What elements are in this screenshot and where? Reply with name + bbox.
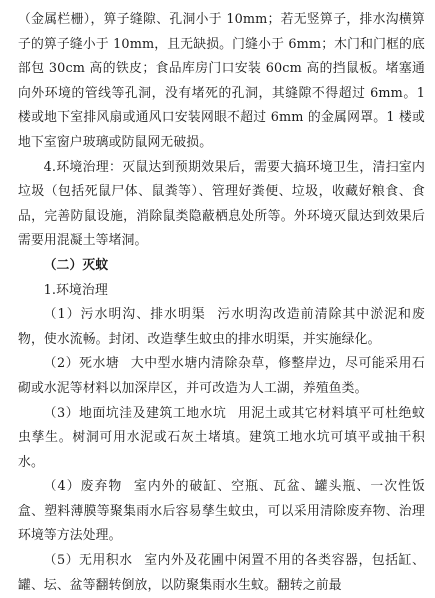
item-text: 大中型水塘内清除杂草，修整岸边，尽可能采用石砌或水泥等材料以加深岸区，并可改造为人工湖，养殖鱼类。 (18, 356, 425, 396)
list-item (18, 475, 425, 549)
item-text: 污水明沟改造前清除其中淤泥和废物，使水流畅。封闭、改造孳生蚊虫的排水明渠，并实施绿化。 (18, 307, 425, 347)
paragraph-rat-proofing: （金属栏栅），箅子缝隙、孔洞小于 10mm；若无竖箅子，排水沟横箅子的箅子缝小于 10mm，且无缺损。门缝小于 6mm；木门和门框的底部包 30cm 高的铁皮；食品库房门口安装 60cm 高的挡鼠板。堵塞通向外环境的管线等孔洞，没有堵死的孔洞，其缝隙不得超过 6mm。1 楼或地下室排风扇或通风口安装网眼不超过 6mm 的金属网罩。1 楼或地下室窗户玻璃或防鼠网无破损。 (18, 12, 425, 150)
subheading-environment: 1.环境治理 (43, 282, 108, 298)
item-term: （2）死水塘 (43, 356, 120, 372)
list-item (18, 352, 425, 401)
item-text: 室内外的破缸、空瓶、瓦盆、罐头瓶、一次性饭盒、塑料薄膜等聚集雨水后容易孳生蚊虫，可以采用清除废弃物、治理环境等方法处理。 (18, 479, 425, 544)
list-item (18, 303, 425, 352)
item-term: （3）地面坑洼及建筑工地水坑 (43, 405, 227, 421)
list-item (18, 402, 425, 476)
item-text: 室内外及花圃中闲置不用的各类容器，包括缸、罐、坛、盆等翻转倒放，以防聚集雨水生蚊。翻转之前最 (18, 553, 425, 593)
item-term: （1）污水明沟、排水明渠 (43, 307, 206, 323)
item-text: 用泥土或其它材料填平可杜绝蚊虫孳生。树洞可用水泥或石灰土堵填。建筑工地水坑可填平或抽干积水。 (18, 405, 425, 470)
section-heading-mosquito: （二）灭蚊 (43, 257, 109, 273)
list-item (18, 549, 425, 598)
item-term: （4）废弃物 (43, 479, 123, 495)
item-term: （5）无用积水 (43, 553, 133, 569)
paragraph-environment-rat: 4.环境治理：灭鼠达到预期效果后，需要大搞环境卫生，清扫室内垃圾（包括死鼠尸体、鼠粪等）、管理好粪便、垃圾，收藏好粮食、食品，完善防鼠设施，消除鼠类隐蔽栖息处所等。外环境灭鼠达到效果后需要用混凝土等堵洞。 (18, 159, 425, 249)
